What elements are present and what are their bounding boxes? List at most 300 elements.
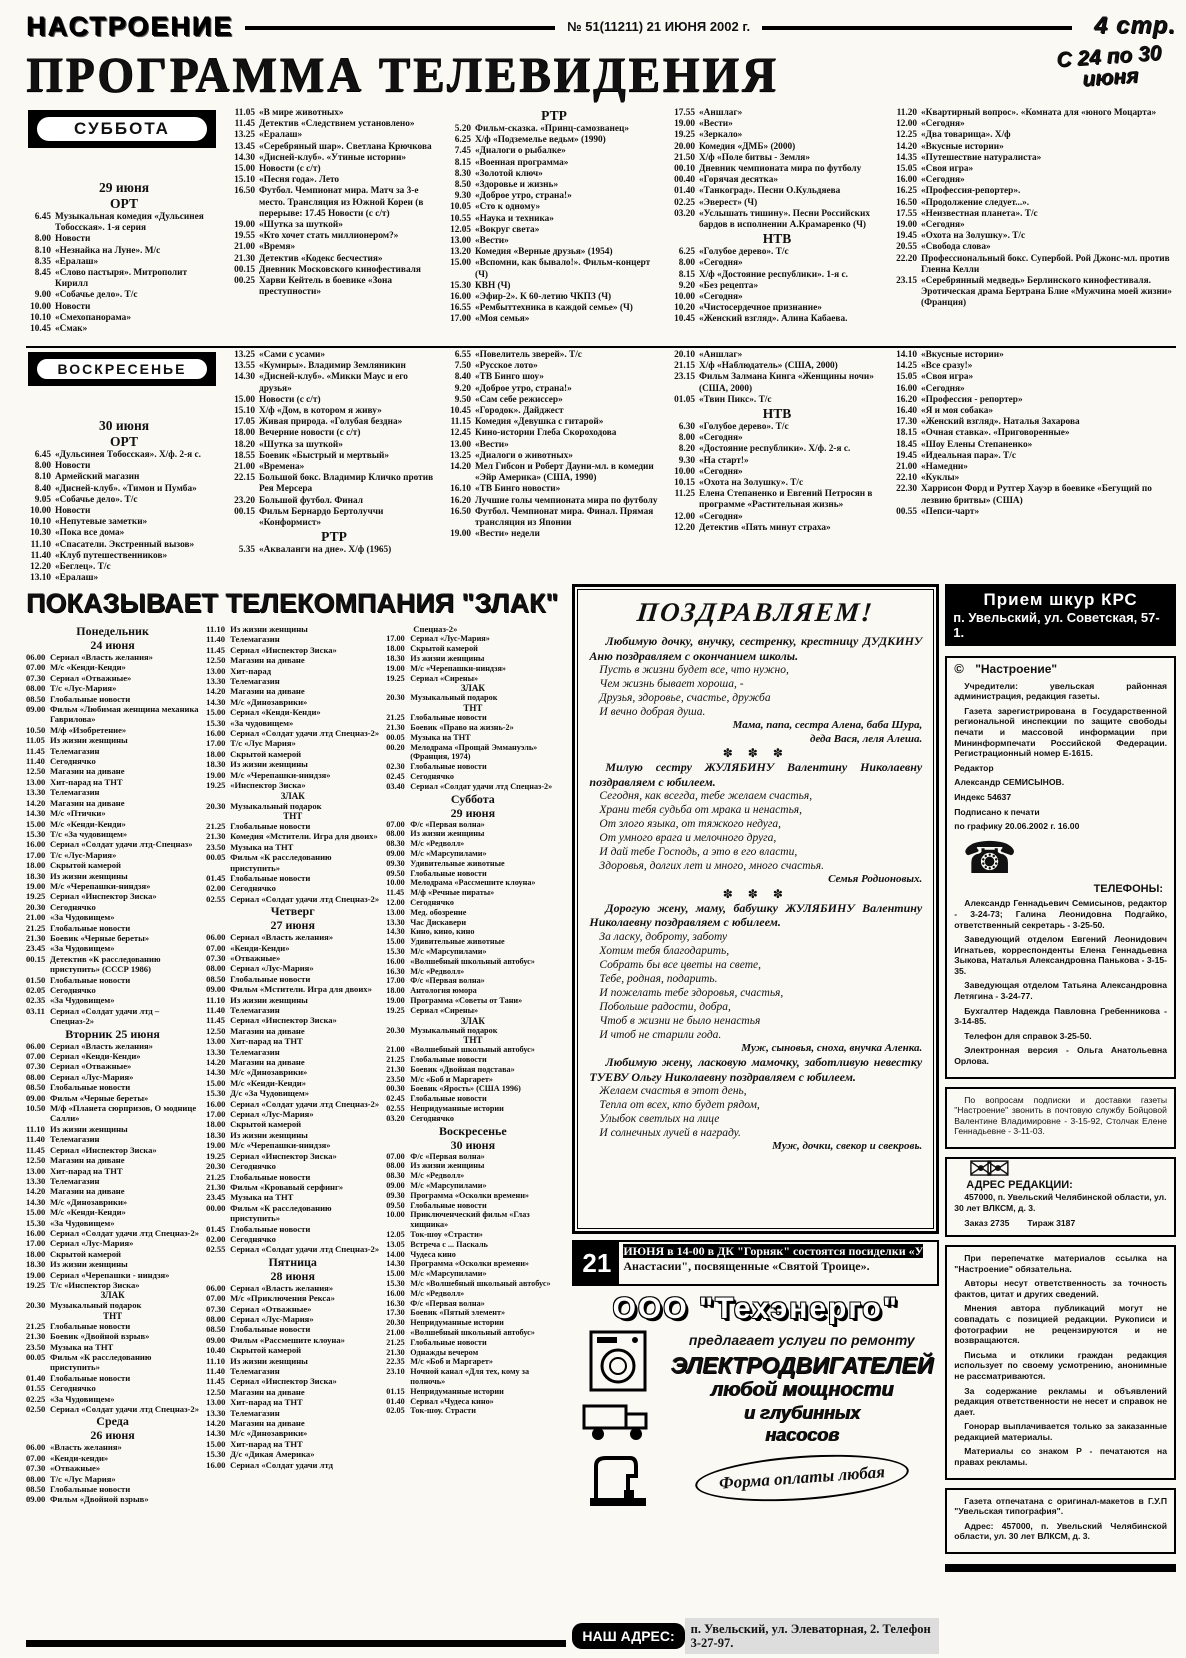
listing-programme: М/с «Редволл» xyxy=(410,1288,465,1298)
listing-time: 18.00 xyxy=(206,1119,226,1130)
listing-entry xyxy=(670,523,884,534)
listing-time: 21.25 xyxy=(386,713,405,723)
listing-entry xyxy=(206,1234,379,1244)
listing-time: 09.00 xyxy=(206,1334,226,1345)
listing-programme: Глобальные новости xyxy=(50,922,131,933)
listing-programme: «Песня года». Лето xyxy=(259,175,340,186)
listing-time: 11.05 xyxy=(234,108,255,118)
listing-programme: «На старт!» xyxy=(699,455,749,466)
listing-programme: «Продолжение следует...». xyxy=(921,197,1030,208)
listing-time: 14.20 xyxy=(206,686,226,697)
listing-time: 11.45 xyxy=(26,1144,45,1155)
listing-time: 8.00 xyxy=(34,234,51,245)
listing-entry xyxy=(206,995,379,1005)
listing-time: 8.15 xyxy=(454,157,471,168)
listing-entry xyxy=(230,153,438,164)
listing-programme: Футбол. Чемпионат мира. Матч за 3-е место. Трансляция из Южной Кореи (в перерыве: 17.45 Новости (с с/т) xyxy=(259,186,424,219)
listing-programme: «Вкусные истории» xyxy=(921,141,1004,152)
listing-programme: Сериал «Лус-Мария» xyxy=(50,1238,134,1249)
listing-time: 17.05 xyxy=(234,417,255,428)
listing-entry xyxy=(206,943,379,953)
listing-time: 01.55 xyxy=(26,1383,46,1394)
listing-programme: Т/с «Лус-Мария» xyxy=(50,849,117,860)
listing-programme: «Эфир-2». К 60-летию ЧКПЗ (Ч) xyxy=(475,292,612,303)
listing-programme: «Отважные» xyxy=(230,952,281,963)
listing-programme: «Свобода слова» xyxy=(921,242,991,253)
listing-programme: Магазин на диване xyxy=(50,1155,125,1166)
listing-programme: Телемагазин xyxy=(50,787,100,798)
listing-time: 14.30 xyxy=(234,152,255,163)
listing-entry xyxy=(386,976,559,986)
listing-programme: «Без рецепта» xyxy=(699,280,759,291)
listing-programme: Сериал «Лус-Мария» xyxy=(230,963,314,974)
listing-time: 01.45 xyxy=(206,872,226,883)
listing-entry xyxy=(206,770,379,780)
listing-programme: «Сегодня» xyxy=(699,433,743,444)
listing-programme: Из жизни женщины xyxy=(230,1355,308,1366)
listing-time: 10.00 xyxy=(674,466,695,477)
listing-time: 11.45 xyxy=(206,1376,226,1387)
listing-time: 10.45 xyxy=(674,314,695,325)
listing-time: 14.25 xyxy=(896,361,917,372)
listing-entry xyxy=(26,1331,199,1341)
listing-time: 15.30 xyxy=(206,1449,226,1460)
listing-time: 07.00 xyxy=(26,662,46,673)
listing-entry xyxy=(892,417,1172,428)
listing-entry xyxy=(446,158,662,169)
listing-entry xyxy=(446,395,662,406)
editor-label: Редактор xyxy=(954,762,994,773)
listing-programme: «Очная ставка». «Приговоренные» xyxy=(921,428,1070,439)
listing-time: 16.20 xyxy=(450,495,471,506)
listing-entry xyxy=(670,395,884,406)
listing-programme: М/с «Боб и Маргарет» xyxy=(410,1074,493,1084)
title-row xyxy=(26,41,1176,108)
listing-time: 19.55 xyxy=(234,231,255,242)
listing-entry xyxy=(206,883,379,893)
listing-time: 02.25 xyxy=(674,197,695,208)
listing-entry xyxy=(26,1300,199,1310)
listing-entry xyxy=(892,153,1172,164)
listing-programme: Сегоднячко xyxy=(410,897,454,907)
greeting-item xyxy=(589,760,922,901)
listing-time: 9.05 xyxy=(34,494,51,505)
listing-entry xyxy=(26,1494,199,1504)
listing-time: 15.00 xyxy=(206,707,226,718)
listing-time: 08.50 xyxy=(206,973,226,984)
listing-time: 11.40 xyxy=(26,1134,45,1145)
listing-programme: Магазин на диване xyxy=(50,797,125,808)
listing-time: 00.00 xyxy=(206,1202,226,1213)
listing-time: 07.00 xyxy=(206,942,226,953)
listing-entry xyxy=(26,1072,199,1082)
listing-time: 10.40 xyxy=(206,1345,226,1356)
listing-entry xyxy=(26,871,199,881)
listing-programme: Магазин на диване xyxy=(230,686,305,697)
copyright-icon: © xyxy=(954,661,964,676)
listing-continuation: Спецназ-2» xyxy=(413,624,458,634)
listing-programme: «Рембыттехника в каждой семье» (Ч) xyxy=(475,303,633,314)
listing-time: 13.30 xyxy=(206,1407,226,1418)
listing-entry xyxy=(26,995,199,1005)
sunday-col-3 xyxy=(446,350,670,582)
listing-entry xyxy=(670,361,884,372)
tehenergo-ad xyxy=(572,1286,939,1612)
listing-time: 16.00 xyxy=(386,1288,405,1298)
greeting-verse xyxy=(589,930,922,1042)
issue-line: № 51(11211) 21 ИЮНЯ 2002 г. xyxy=(567,18,751,34)
listing-programme: «Вспомни, как бывало!». Фильм-концерт (Ч) xyxy=(475,258,651,280)
listing-time: 19.25 xyxy=(674,130,695,141)
listing-programme: Живая природа. «Голубая бездна» xyxy=(259,417,403,428)
listing-time: 9.30 xyxy=(454,191,471,202)
listing-entry xyxy=(26,1270,199,1280)
listing-entry xyxy=(206,1047,379,1057)
listing-entry xyxy=(446,180,662,191)
listing-programme: М/с «Редволл» xyxy=(410,1171,465,1181)
listing-entry xyxy=(446,484,662,495)
listing-programme: М/с «Черепашки-ниндзя» xyxy=(230,769,331,780)
header-rule xyxy=(762,26,1072,30)
listing-programme: М/с «Редволл» xyxy=(410,966,465,976)
listing-entry xyxy=(670,209,884,231)
listing-programme: Сериал «Лус-Мария» xyxy=(410,634,490,644)
listing-programme: «Аншлаг» xyxy=(699,350,743,360)
listing-time: 9.20 xyxy=(678,280,695,291)
listing-time: 14.10 xyxy=(896,350,917,360)
listing-entry xyxy=(386,693,559,703)
listing-programme: Из жизни женщины xyxy=(230,759,308,770)
listing-programme: Сегоднячко xyxy=(50,901,96,912)
listing-programme: Сегоднячко xyxy=(50,985,96,995)
listing-time: 16.40 xyxy=(896,406,917,417)
listing-programme: Боевик «Черные береты» xyxy=(50,932,150,943)
listing-time: 15.00 xyxy=(206,1438,226,1449)
verse-line: Друзья, здоровье, счастье, дружба xyxy=(599,692,771,704)
notice-text-inverted: ИЮНЯ в 14-00 в ДК "Горняк" состоятся посиделки «У xyxy=(623,1244,924,1258)
tehenergo-text xyxy=(664,1326,939,1510)
listing-time: 9.50 xyxy=(454,394,471,405)
listing-programme: «Зеркало» xyxy=(699,130,743,141)
listing-time: 12.45 xyxy=(450,428,471,439)
listing-time: 10.00 xyxy=(30,301,51,312)
listing-programme: Х/ф «Подземелье ведьм» (1990) xyxy=(475,135,606,146)
verse-line: И чтоб не старили года. xyxy=(599,1028,722,1041)
listing-entry xyxy=(670,119,884,130)
listing-time: 02.05 xyxy=(26,985,46,995)
channel-subheader: ТНТ xyxy=(283,810,303,821)
saturday-col-1 xyxy=(26,108,230,346)
listing-entry xyxy=(206,842,379,852)
middle-column xyxy=(572,584,939,1658)
editor-name: Александр СЕМИСЫНОВ. xyxy=(954,777,1065,788)
listing-programme: Сериал «Власть желания» xyxy=(230,932,334,943)
listing-entry xyxy=(206,984,379,994)
listing-programme: «Голубое дерево». Т/с xyxy=(699,422,789,433)
listing-programme: Скрытой камерой xyxy=(50,860,121,871)
listing-time: 17.00 xyxy=(26,1238,46,1249)
listing-entry xyxy=(670,478,884,489)
verse-line: Побольше радости, добра, xyxy=(599,1000,731,1013)
channel-subheader: ТНТ xyxy=(103,1310,123,1321)
listing-time: 12.20 xyxy=(30,562,51,573)
verse-line: Чем жизнь бывает хороша, - xyxy=(599,678,744,690)
listing-entry xyxy=(670,198,884,209)
listing-time: 19.25 xyxy=(386,1005,405,1015)
spacer xyxy=(26,158,222,180)
listing-time: 21.30 xyxy=(386,1347,405,1357)
listing-entry xyxy=(892,220,1172,231)
listing-time: 12.20 xyxy=(674,522,695,533)
listing-entry xyxy=(230,220,438,231)
listing-entry xyxy=(230,361,438,372)
verse-line: Чтоб в жизни не было ненастья xyxy=(599,1014,761,1027)
paragraph: Заведующая отделом Татьяна Александровна Летягина - 3-24-77. xyxy=(954,980,1167,1002)
verse-line: Сегодня, как всегда, тебе желаем счастья, xyxy=(599,790,813,802)
listing-entry xyxy=(206,1324,379,1334)
listing-entry xyxy=(206,932,379,942)
listing-entry xyxy=(206,1130,379,1140)
listing-programme: М/с «Марсупилами» xyxy=(410,1181,487,1191)
listing-programme: Т/с «Лус-Мария» xyxy=(50,683,117,694)
listing-entry xyxy=(386,1230,559,1240)
listing-entry xyxy=(26,735,199,745)
listing-programme: «Услышать тишину». Песни Российских бардов в исполнении А.Крамаренко (Ч) xyxy=(699,208,870,231)
listing-time: 08.00 xyxy=(26,1071,46,1082)
listing-time: 20.30 xyxy=(386,1318,405,1328)
listing-programme: Хит-парад на ТНТ xyxy=(230,1438,303,1449)
listing-programme: Фильм Бернардо Бертолуччи «Конформист» xyxy=(259,506,384,529)
listing-entry xyxy=(386,733,559,743)
listing-time: 13.00 xyxy=(206,1036,226,1047)
listing-time: 5.35 xyxy=(238,545,255,556)
listing-entry xyxy=(26,975,199,985)
listing-programme: Музыка на ТНТ xyxy=(230,841,294,852)
listing-entry xyxy=(26,1280,199,1290)
listing-time: 8.30 xyxy=(454,168,471,179)
listing-programme: Хит-парад на ТНТ xyxy=(230,1036,303,1047)
listing-programme: Сериал «Инспектор Зиска» xyxy=(230,1150,337,1161)
listing-time: 15.30 xyxy=(386,1279,405,1289)
listing-programme: «Сегодня» xyxy=(699,292,743,303)
listing-programme: «Женский взгляд». Наталья Захарова xyxy=(921,417,1080,428)
verse-line: И дай тебе Господь, а это в его власти, xyxy=(599,846,798,858)
listing-programme: Мел Гибсон и Роберт Дауни-мл. в комедии «Эйр Америка» (США, 1990) xyxy=(475,462,654,484)
listing-entry xyxy=(26,1228,199,1238)
paragraph: Александр Геннадьевич Семисынов, редактор - 3-24-73; Галина Леонидовна Подгайко, ответственный секретарь - 3-25-50. xyxy=(954,898,1167,930)
listing-programme: Сериал «Власть желания» xyxy=(50,1040,153,1051)
listing-programme: Сериал «Инспектор Зиска» xyxy=(50,891,157,902)
listing-time: 13.30 xyxy=(386,917,405,927)
listing-time: 14.20 xyxy=(896,141,917,152)
listing-entry xyxy=(26,506,222,517)
verse-line: Тепла от всех, кто будет рядом, xyxy=(599,1099,760,1111)
listing-entry xyxy=(670,153,884,164)
listing-programme: Сериал «Черепашки - ниндзя» xyxy=(50,1269,170,1280)
listing-entry xyxy=(386,918,559,928)
listing-programme: Боевик «Пятый элемент» xyxy=(410,1308,506,1318)
listing-entry xyxy=(892,428,1172,439)
sunday-col-5 xyxy=(892,350,1172,582)
listing-entry xyxy=(26,246,222,257)
listing-programme: Сериал «Солдат удачи лтд Спецназ-2» xyxy=(50,1404,200,1415)
listing-time: 18.00 xyxy=(386,986,405,996)
listing-time: 11.10 xyxy=(26,1123,45,1134)
listing-time: 00.30 xyxy=(386,1084,405,1094)
listing-time: 20.30 xyxy=(386,693,405,703)
listing-entry xyxy=(206,1449,379,1459)
listing-time: 12.00 xyxy=(674,511,695,522)
listing-entry xyxy=(386,1104,559,1114)
listing-time: 8.50 xyxy=(454,180,471,191)
listing-entry xyxy=(670,314,884,325)
listing-programme: Глобальные новости xyxy=(230,872,311,883)
listing-time: 14.30 xyxy=(234,372,255,383)
listing-entry xyxy=(26,1051,199,1061)
listing-time: 13.45 xyxy=(234,141,255,152)
listing-programme: Непридуманные истории xyxy=(410,1318,504,1328)
listing-time: 19.00 xyxy=(386,995,405,1005)
signature-line: Муж, дочки, свекор и свекровь. xyxy=(772,1140,923,1152)
listing-programme: «Сегодня» xyxy=(921,175,965,186)
listing-entry xyxy=(386,723,559,733)
listing-programme: Фильм-сказка. «Принц-самозванец» xyxy=(475,124,629,134)
listing-time: 08.00 xyxy=(386,829,405,839)
listing-entry xyxy=(206,1161,379,1171)
listing-programme: Мелодрама «Прощай Эммануэль» (Франция, 1974) xyxy=(410,742,538,762)
sidebar-bottom-rule xyxy=(945,1564,1176,1572)
listing-time: 19.00 xyxy=(234,220,255,231)
signed-line1: Подписано к печати xyxy=(954,806,1040,817)
listing-time: 20.55 xyxy=(896,242,917,253)
listing-time: 08.00 xyxy=(26,683,46,694)
listing-time: 13.00 xyxy=(206,1397,226,1408)
listing-entry xyxy=(206,666,379,676)
listing-entry xyxy=(386,820,559,830)
listing-entry xyxy=(206,1140,379,1150)
listing-time: 10.45 xyxy=(30,324,51,335)
listing-time: 00.55 xyxy=(896,506,917,517)
day-or-channel-header: Пятница xyxy=(268,1254,317,1269)
listing-entry xyxy=(446,361,662,372)
listing-time: 18.45 xyxy=(896,439,917,450)
listing-time: 6.25 xyxy=(678,247,695,258)
listing-entry xyxy=(206,801,379,811)
listing-entry xyxy=(206,707,379,717)
listing-entry xyxy=(206,894,379,904)
listing-time: 15.00 xyxy=(234,394,255,405)
listing-entry xyxy=(386,957,559,967)
listing-programme: Мелодрама «Рассмешите клоуна» xyxy=(410,878,536,888)
listing-entry xyxy=(670,422,884,433)
listing-programme: «Шоу Елены Степаненко» xyxy=(921,439,1033,450)
listing-entry xyxy=(386,967,559,977)
listing-time: 19.00 xyxy=(26,880,46,891)
listing-time: 19.45 xyxy=(896,450,917,461)
listing-programme: Сериал «Лус-Мария» xyxy=(230,1313,314,1324)
listing-entry xyxy=(386,1308,559,1318)
listing-entry xyxy=(26,1484,199,1494)
listing-entry xyxy=(386,1075,559,1085)
listing-time: 21.00 xyxy=(26,912,46,923)
listing-entry xyxy=(26,551,222,562)
flower-ornament: ✽ ✽ ✽ xyxy=(722,886,789,901)
listing-time: 07.00 xyxy=(386,1151,405,1161)
listing-time: 22.20 xyxy=(896,253,917,264)
listing-programme: «Дульсинея Тобосская». Х/ф. 2-я с. xyxy=(55,450,201,460)
listing-time: 11.25 xyxy=(674,489,695,500)
listing-programme: Хит-парад на ТНТ xyxy=(230,1397,303,1408)
listing-entry xyxy=(206,1408,379,1418)
listing-programme: Комедия «Девушка с гитарой» xyxy=(475,417,604,428)
listing-programme: Сериал «Кенди-Кенди» xyxy=(230,707,321,718)
listing-time: 21.30 xyxy=(234,253,255,264)
listing-programme: Сериал «Лус-Мария» xyxy=(230,1109,314,1120)
listing-entry xyxy=(26,1082,199,1092)
listing-entry xyxy=(206,1460,379,1470)
listing-entry xyxy=(446,191,662,202)
listing-programme: Магазин на диване xyxy=(230,1418,305,1429)
listing-programme: Кино, кино, кино xyxy=(410,927,475,937)
day-or-channel-header: 30 июня xyxy=(450,1137,496,1152)
listing-entry xyxy=(26,1093,199,1103)
listing-programme: М/с «Боб и Маргарет» xyxy=(410,1357,493,1367)
listing-programme: Ток-шоу. Страсти xyxy=(410,1406,476,1416)
listing-entry xyxy=(26,1103,199,1124)
listing-entry xyxy=(446,124,662,135)
listing-time: 21.25 xyxy=(386,1337,405,1347)
listing-time: 10.05 xyxy=(450,202,471,213)
listing-programme: М/с «Черепашки-ниндзя» xyxy=(410,663,506,673)
rules-paragraphs xyxy=(954,1253,1167,1468)
listing-time: 02.55 xyxy=(206,893,226,904)
listing-time: 11.40 xyxy=(30,550,51,561)
imprint-box xyxy=(945,656,1176,1079)
listing-programme: М/с «Динозаврики» xyxy=(230,696,308,707)
listing-programme: Глобальные новости xyxy=(410,762,487,772)
listing-programme: Сериал «Инспектор Зиска» xyxy=(230,1015,337,1026)
listing-entry xyxy=(26,808,199,818)
listing-entry xyxy=(386,634,559,644)
listing-entry xyxy=(26,1383,199,1393)
listing-entry xyxy=(26,891,199,901)
listing-entry xyxy=(206,1182,379,1192)
listing-time: 17.00 xyxy=(386,634,405,644)
listing-programme: Глобальные новости xyxy=(410,713,487,723)
listing-programme: Скрытой камерой xyxy=(230,1345,302,1356)
saturday-col-2 xyxy=(230,108,446,346)
listing-time: 23.15 xyxy=(674,372,695,383)
listing-programme: «Два товарища». Х/ф xyxy=(921,130,1011,141)
printing-box xyxy=(945,1488,1176,1554)
listing-entry xyxy=(26,290,222,301)
listing-time: 00.15 xyxy=(26,953,46,964)
listing-entry xyxy=(206,1005,379,1015)
listing-time: 12.50 xyxy=(206,1025,226,1036)
listing-entry xyxy=(26,1249,199,1259)
listing-time: 00.05 xyxy=(26,1352,46,1362)
listing-time: 23.20 xyxy=(234,495,255,506)
listing-programme: «Чистосердечное признание» xyxy=(699,303,822,314)
sunday-col-4 xyxy=(670,350,892,582)
listing-time: 21.30 xyxy=(206,1181,226,1192)
listing-programme: Сериал «Солдат удачи лтд – Спецназ-2» xyxy=(50,1005,160,1027)
listing-entry xyxy=(230,276,438,298)
page-header xyxy=(26,6,1176,46)
listing-time: 15.30 xyxy=(26,828,46,839)
listing-time: 8.00 xyxy=(678,433,695,444)
listing-programme: «Время» xyxy=(259,242,296,253)
